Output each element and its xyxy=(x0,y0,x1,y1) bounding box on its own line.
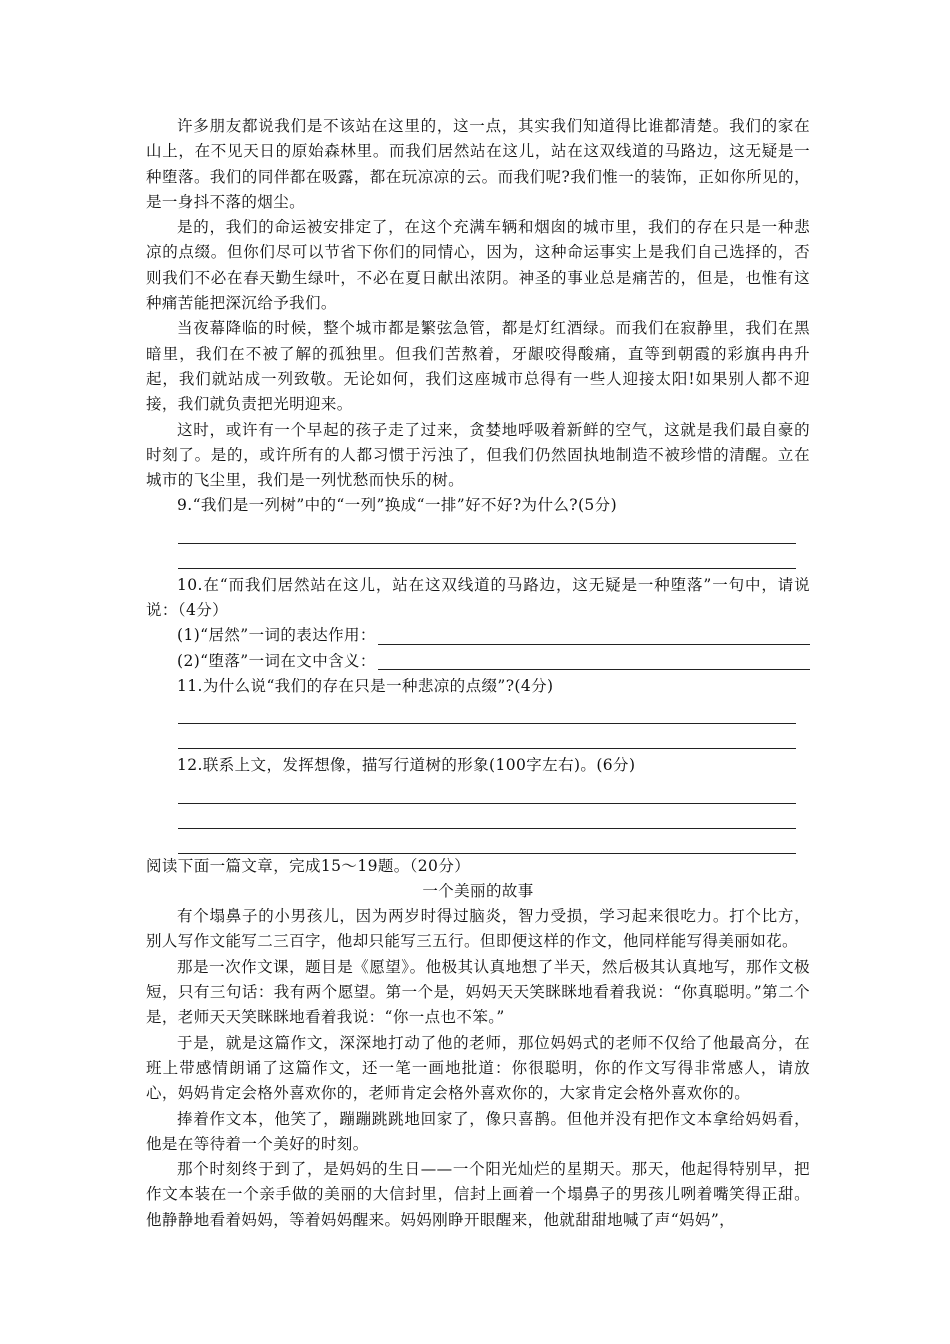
answer-line-q12-1[interactable] xyxy=(178,779,796,804)
answer-line-q11-2[interactable] xyxy=(178,724,796,749)
answer-line-q11-1[interactable] xyxy=(178,699,796,724)
question-10-part-1-label: (1)“居然”一词的表达作用： xyxy=(177,626,376,645)
section2-paragraph-3: 于是，就是这篇作文，深深地打动了他的老师，那位妈妈式的老师不仅给了他最高分，在班上带感情朗诵了这篇作文，还一笔一画地批道：你很聪明，你的作文写得非常感人，请放心，妈妈肯定会格外喜欢你的，老师肯定会格外喜欢你的，大家肯定会格外喜欢你的。 xyxy=(146,1033,810,1103)
question-10-part-1 xyxy=(146,623,810,648)
section2-paragraph-1: 有个塌鼻子的小男孩儿，因为两岁时得过脑炎，智力受损，学习起来很吃力。打个比方，别人写作文能写二三百字，他却只能写三五行。但即便这样的作文，他同样能写得美丽如花。 xyxy=(146,907,810,951)
document-page xyxy=(146,114,810,1233)
question-10-part-2-label: (2)“堕落”一词在文中含义： xyxy=(177,651,376,670)
question-10: 10.在“而我们居然站在这儿，站在这双线道的马路边，这无疑是一种堕落”一句中，请说说：（4分） xyxy=(146,575,810,620)
section2-paragraph-5: 那个时刻终于到了，是妈妈的生日——一个阳光灿烂的星期天。那天，他起得特别早，把作文本装在一个亲手做的美丽的大信封里，信封上画着一个塌鼻子的男孩儿咧着嘴笑得正甜。他静静地看着妈妈，等着妈妈醒来。妈妈刚睁开眼醒来，他就甜甜地喊了声“妈妈”， xyxy=(146,1160,810,1229)
question-9: 9.“我们是一列树”中的“一列”换成“一排”好不好?为什么?(5分) xyxy=(177,496,618,515)
question-12: 12.联系上文，发挥想像，描写行道树的形象(100字左右)。(6分) xyxy=(177,756,636,775)
answer-line-q9-2[interactable] xyxy=(178,544,796,569)
answer-blank-q10-2[interactable] xyxy=(378,651,810,670)
question-10-part-2 xyxy=(146,649,810,674)
question-11: 11.为什么说“我们的存在只是一种悲凉的点缀”?(4分) xyxy=(177,676,554,695)
answer-line-q9-1[interactable] xyxy=(178,519,796,544)
section2-title: 一个美丽的故事 xyxy=(422,881,534,900)
passage1-paragraph-2: 是的，我们的命运被安排定了，在这个充满车辆和烟囱的城市里，我们的存在只是一种悲凉的点缀。但你们尽可以节省下你们的同情心，因为，这种命运事实上是我们自己选择的，否则我们不必在春天勤生绿叶，不必在夏日献出浓阴。神圣的事业总是痛苦的，但是，也惟有这种痛苦能把深沉给予我们。 xyxy=(146,218,810,313)
answer-line-q12-3[interactable] xyxy=(178,829,796,854)
passage1-paragraph-3: 当夜幕降临的时候，整个城市都是繁弦急管，都是灯红酒绿。而我们在寂静里，我们在黑暗里，我们在不被了解的孤独里。但我们苦熬着，牙龈咬得酸痛，直等到朝霞的彩旗冉冉升起，我们就站成一列致敬。无论如何，我们这座城市总得有一些人迎接太阳!如果别人都不迎接，我们就负责把光明迎来。 xyxy=(146,319,810,414)
passage1-paragraph-1: 许多朋友都说我们是不该站在这里的，这一点，其实我们知道得比谁都清楚。我们的家在山上，在不见天日的原始森林里。而我们居然站在这儿，站在这双线道的马路边，这无疑是一种堕落。我们的同伴都在吸露，都在玩凉凉的云。而我们呢?我们惟一的装饰，正如你所见的，是一身抖不落的烟尘。 xyxy=(146,117,810,211)
section2-paragraph-2: 那是一次作文课，题目是《愿望》。他极其认真地想了半天，然后极其认真地写，那作文极短，只有三句话：我有两个愿望。第一个是，妈妈天天笑眯眯地看着我说：“你真聪明。”第二个是，老师天天笑眯眯地看着我说：“你一点也不笨。” xyxy=(146,957,810,1027)
answer-blank-q10-1[interactable] xyxy=(378,626,810,645)
section2-paragraph-4: 捧着作文本，他笑了，蹦蹦跳跳地回家了，像只喜鹊。但他并没有把作文本拿给妈妈看，他是在等待着一个美好的时刻。 xyxy=(146,1109,810,1153)
section2-instruction: 阅读下面一篇文章，完成15～19题。（20分） xyxy=(146,856,471,875)
passage1-paragraph-4: 这时，或许有一个早起的孩子走了过来，贪婪地呼吸着新鲜的空气，这就是我们最自豪的时刻了。是的，或许所有的人都习惯于污浊了，但我们仍然固执地制造不被珍惜的清醒。立在城市的飞尘里，我们是一列忧愁而快乐的树。 xyxy=(146,420,810,490)
answer-line-q12-2[interactable] xyxy=(178,804,796,829)
